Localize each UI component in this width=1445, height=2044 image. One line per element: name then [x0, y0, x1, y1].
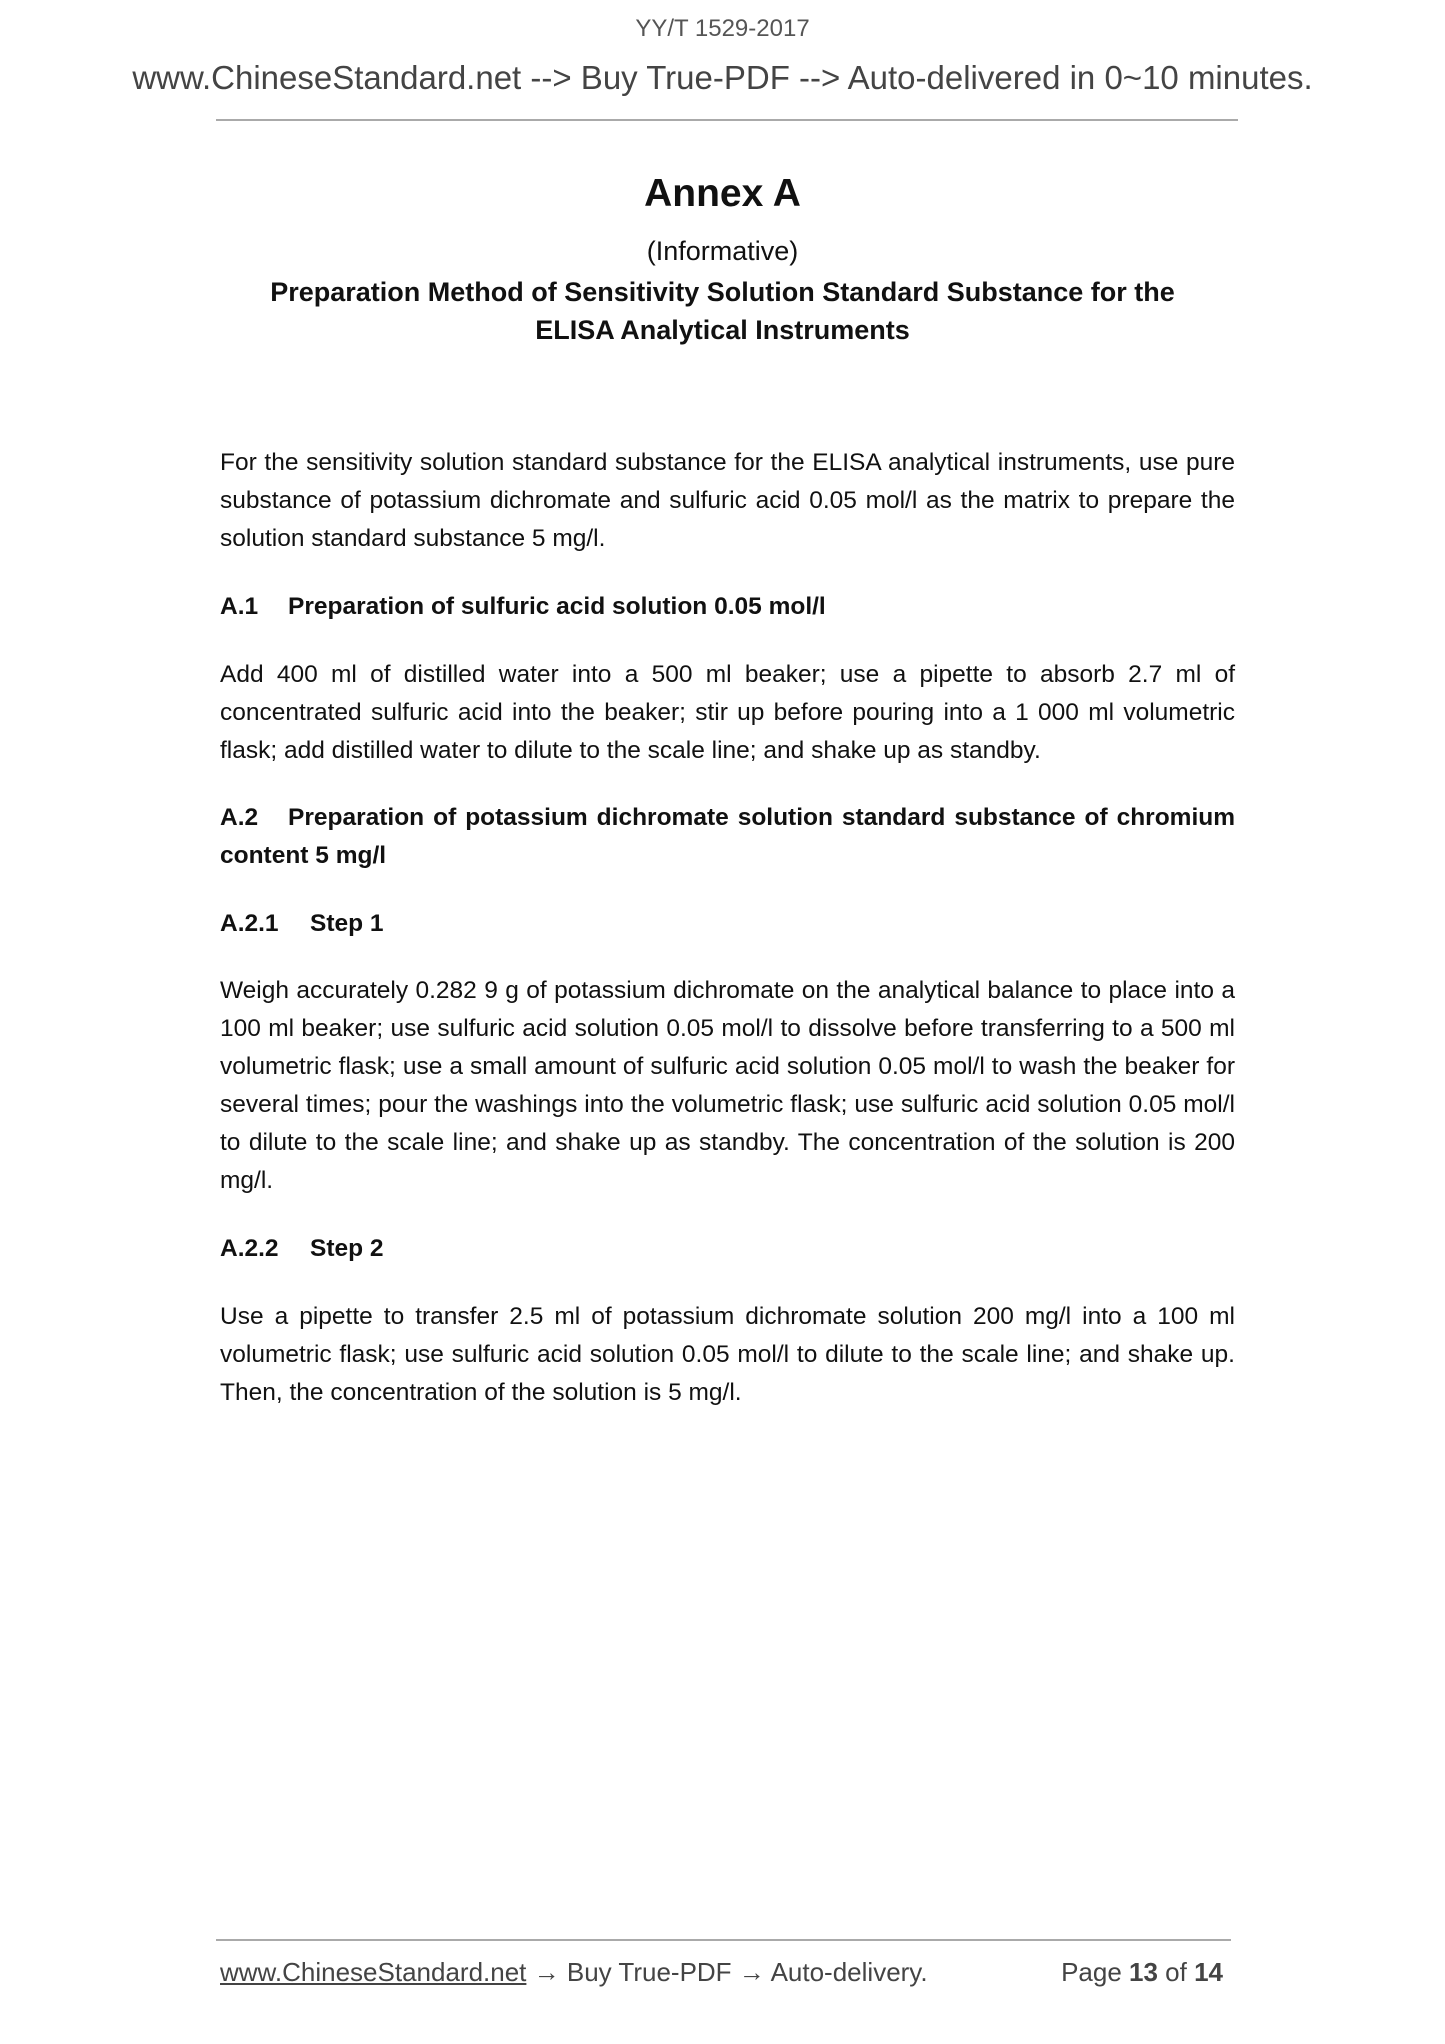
section-heading [220, 1230, 1235, 1268]
section-heading [220, 799, 1235, 875]
footer-text [220, 1957, 928, 1988]
section-title: Step 1 [310, 910, 384, 937]
section-heading [220, 588, 1235, 626]
standard-number: YY/T 1529-2017 [635, 15, 810, 42]
footer-caption: → Buy True-PDF → Auto-delivery. [526, 1957, 928, 1987]
section-title: Step 2 [310, 1235, 384, 1262]
page-number [1061, 1957, 1223, 1988]
annex-type: (Informative) [646, 236, 799, 266]
intro-paragraph: For the sensitivity solution standard substance for the ELISA analytical instruments, use pure substance of potassium dichromate and sulfuric acid 0.05 mol/l as the matrix to prepare the solution standard substance 5 mg/l. [220, 449, 1235, 552]
section-title: Preparation of sulfuric acid solution 0.05 mol/l [288, 593, 826, 620]
current-page: 13 [1129, 1957, 1158, 1987]
header-rule [216, 119, 1238, 121]
total-pages: 14 [1194, 1957, 1223, 1987]
annex-heading [0, 273, 1445, 349]
footer-link[interactable]: www.ChineseStandard.net [220, 1957, 527, 1987]
section-title: Preparation of potassium dichromate solution standard substance of chromium content 5 mg/l [220, 804, 1235, 869]
section-number: A.2.2 [220, 1235, 279, 1262]
section-number: A.2 [220, 804, 259, 831]
paragraph: Add 400 ml of distilled water into a 500 ml beaker; use a pipette to absorb 2.7 ml of concentrated sulfuric acid into the beaker; stir up before pouring into a 1 000 ml volumetric flask; add distilled water to dilute to the scale line; and shake up as standby. [220, 661, 1235, 764]
page-label: Page [1061, 1957, 1130, 1987]
heading-line: Preparation Method of Sensitivity Solution Standard Substance for the [270, 277, 1175, 307]
annex-title: Annex A [644, 172, 801, 215]
paragraph: Weigh accurately 0.282 9 g of potassium dichromate on the analytical balance to place into a 100 ml beaker; use sulfuric acid solution 0.05 mol/l to dissolve before transferring to a 500 ml volumetric flask; use a small amount of sulfuric acid solution 0.05 mol/l to wash the beaker for several times; pour the washings into the volumetric flask; use sulfuric acid solution 0.05 mol/l to dilute to the scale line; and shake up as standby. The concentration of the solution is 200 mg/l. [220, 977, 1235, 1194]
footer-rule [216, 1939, 1231, 1941]
heading-line: ELISA Analytical Instruments [535, 315, 910, 345]
of-label: of [1157, 1957, 1195, 1987]
header-banner: www.ChineseStandard.net --> Buy True-PDF --> Auto-delivered in 0~10 minutes. [132, 59, 1313, 96]
section-number: A.1 [220, 593, 259, 620]
section-heading [220, 905, 1235, 943]
section-number: A.2.1 [220, 910, 279, 937]
paragraph: Use a pipette to transfer 2.5 ml of potassium dichromate solution 200 mg/l into a 100 ml volumetric flask; use sulfuric acid solution 0.05 mol/l to dilute to the scale line; and shake up. Then, the concentration of the solution is 5 mg/l. [220, 1303, 1235, 1406]
